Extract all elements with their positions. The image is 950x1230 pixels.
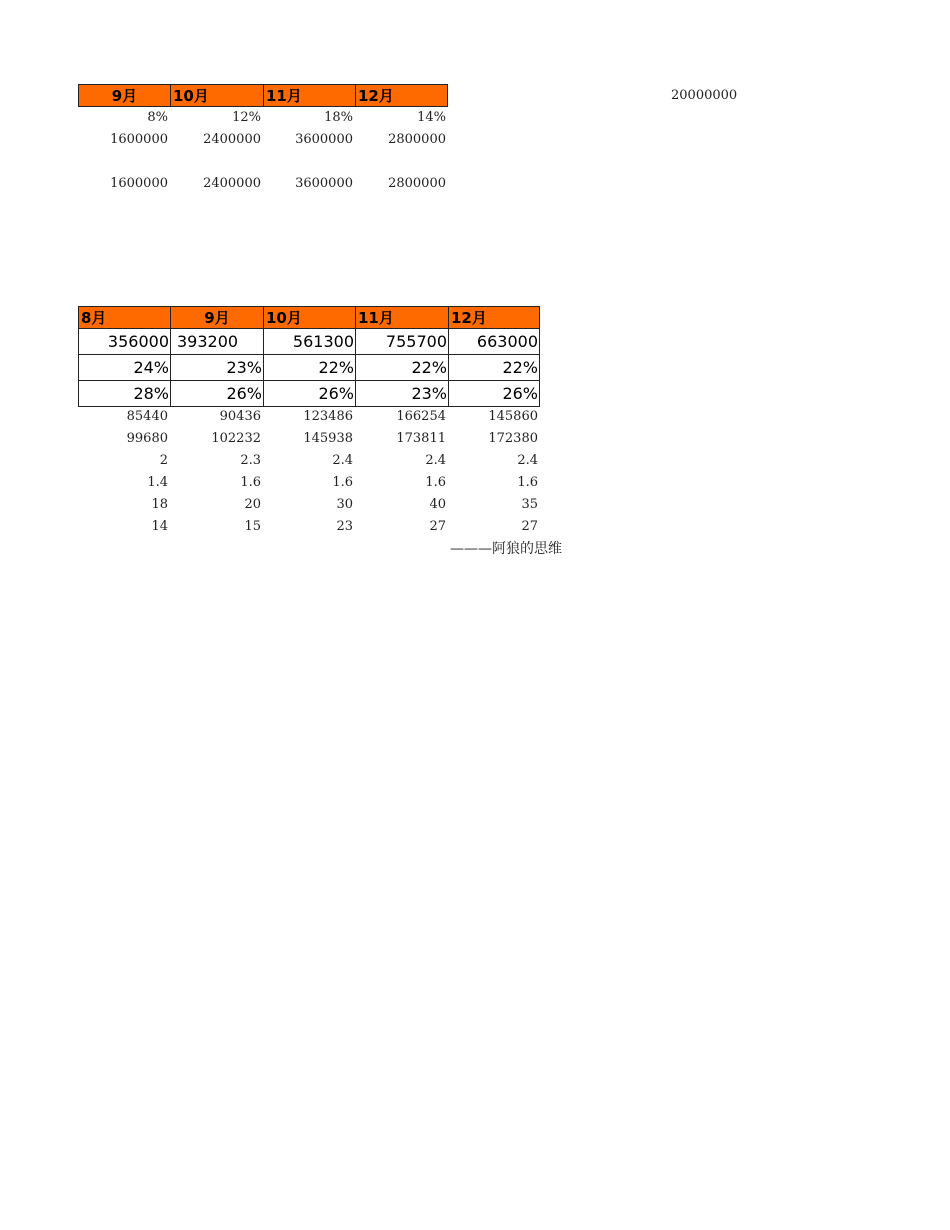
table-cell[interactable]: 102232 — [211, 431, 261, 446]
bottom-plain-row-1 — [78, 406, 540, 428]
table-cell[interactable]: 393200 — [170, 329, 263, 355]
total-value[interactable]: 20000000 — [671, 88, 738, 103]
top-header-dec[interactable]: 12月 — [355, 84, 448, 107]
author-signature[interactable]: ———阿狼的思维 — [450, 541, 562, 557]
table-cell[interactable]: 145938 — [303, 431, 353, 446]
table-cell[interactable]: 172380 — [488, 431, 538, 446]
table-cell[interactable]: 173811 — [396, 431, 446, 446]
table-cell[interactable]: 35 — [521, 497, 538, 512]
table-cell[interactable]: 1.6 — [332, 475, 353, 490]
table-cell[interactable]: 23% — [355, 381, 448, 407]
bottom-plain-row-3 — [78, 450, 540, 472]
top-header-oct[interactable]: 10月 — [170, 84, 263, 107]
table-cell[interactable]: 18 — [151, 497, 168, 512]
table-cell[interactable]: 2.4 — [425, 453, 446, 468]
bottom-header-nov[interactable]: 11月 — [355, 306, 448, 329]
bottom-header-sep[interactable]: 9月 — [170, 306, 263, 329]
bottom-header-dec[interactable]: 12月 — [448, 306, 540, 329]
top-row-amount-2 — [78, 173, 448, 195]
table-cell[interactable]: 2.4 — [517, 453, 538, 468]
table-cell[interactable]: 1.4 — [147, 475, 168, 490]
table-cell[interactable]: 26% — [170, 381, 263, 407]
bottom-table-header — [78, 306, 540, 329]
table-cell[interactable]: 1600000 — [110, 176, 168, 191]
table-cell[interactable]: 2.3 — [240, 453, 261, 468]
table-cell[interactable]: 166254 — [396, 409, 446, 424]
table-cell[interactable]: 28% — [78, 381, 170, 407]
bottom-plain-row-6 — [78, 516, 540, 538]
table-cell[interactable]: 85440 — [126, 409, 168, 424]
table-cell[interactable]: 2400000 — [203, 132, 261, 147]
top-row-amount-1 — [78, 129, 448, 151]
table-cell[interactable]: 1600000 — [110, 132, 168, 147]
table-cell[interactable]: 90436 — [219, 409, 261, 424]
table-cell[interactable]: 2 — [159, 453, 168, 468]
table-cell[interactable]: 30 — [336, 497, 353, 512]
bottom-header-oct[interactable]: 10月 — [263, 306, 355, 329]
table-cell[interactable]: 1.6 — [240, 475, 261, 490]
table-cell[interactable]: 123486 — [303, 409, 353, 424]
top-table-header — [78, 84, 448, 107]
table-cell[interactable]: 20 — [244, 497, 261, 512]
table-cell[interactable]: 663000 — [448, 329, 540, 355]
table-cell[interactable]: 2800000 — [388, 176, 446, 191]
table-cell[interactable]: 26% — [448, 381, 540, 407]
table-cell[interactable]: 1.6 — [517, 475, 538, 490]
table-cell[interactable]: 356000 — [78, 329, 170, 355]
table-cell[interactable]: 561300 — [263, 329, 355, 355]
table-cell[interactable]: 14% — [417, 110, 446, 125]
table-cell[interactable]: 27 — [429, 519, 446, 534]
table-cell[interactable]: 40 — [429, 497, 446, 512]
table-cell[interactable]: 1.6 — [425, 475, 446, 490]
table-cell[interactable]: 3600000 — [295, 176, 353, 191]
bottom-row-rate-1 — [78, 355, 540, 381]
table-cell[interactable]: 3600000 — [295, 132, 353, 147]
table-cell[interactable]: 15 — [244, 519, 261, 534]
table-cell[interactable]: 12% — [232, 110, 261, 125]
bottom-plain-row-4 — [78, 472, 540, 494]
table-cell[interactable]: 99680 — [126, 431, 168, 446]
table-cell[interactable]: 8% — [147, 110, 168, 125]
table-cell[interactable]: 22% — [448, 355, 540, 381]
bottom-plain-row-2 — [78, 428, 540, 450]
table-cell[interactable]: 22% — [263, 355, 355, 381]
table-cell[interactable]: 26% — [263, 381, 355, 407]
table-cell[interactable]: 23 — [336, 519, 353, 534]
table-cell[interactable]: 2800000 — [388, 132, 446, 147]
bottom-row-rate-2 — [78, 381, 540, 407]
top-row-percent — [78, 107, 448, 129]
table-cell[interactable]: 22% — [355, 355, 448, 381]
table-cell[interactable]: 2.4 — [332, 453, 353, 468]
table-cell[interactable]: 24% — [78, 355, 170, 381]
table-cell[interactable]: 145860 — [488, 409, 538, 424]
table-cell[interactable]: 18% — [324, 110, 353, 125]
table-cell[interactable]: 14 — [151, 519, 168, 534]
bottom-plain-row-5 — [78, 494, 540, 516]
top-header-nov[interactable]: 11月 — [263, 84, 355, 107]
bottom-header-aug[interactable]: 8月 — [78, 306, 170, 329]
bottom-row-sales — [78, 329, 540, 355]
top-header-sep[interactable]: 9月 — [78, 84, 170, 107]
table-cell[interactable]: 755700 — [355, 329, 448, 355]
table-cell[interactable]: 2400000 — [203, 176, 261, 191]
table-cell[interactable]: 27 — [521, 519, 538, 534]
table-cell[interactable]: 23% — [170, 355, 263, 381]
